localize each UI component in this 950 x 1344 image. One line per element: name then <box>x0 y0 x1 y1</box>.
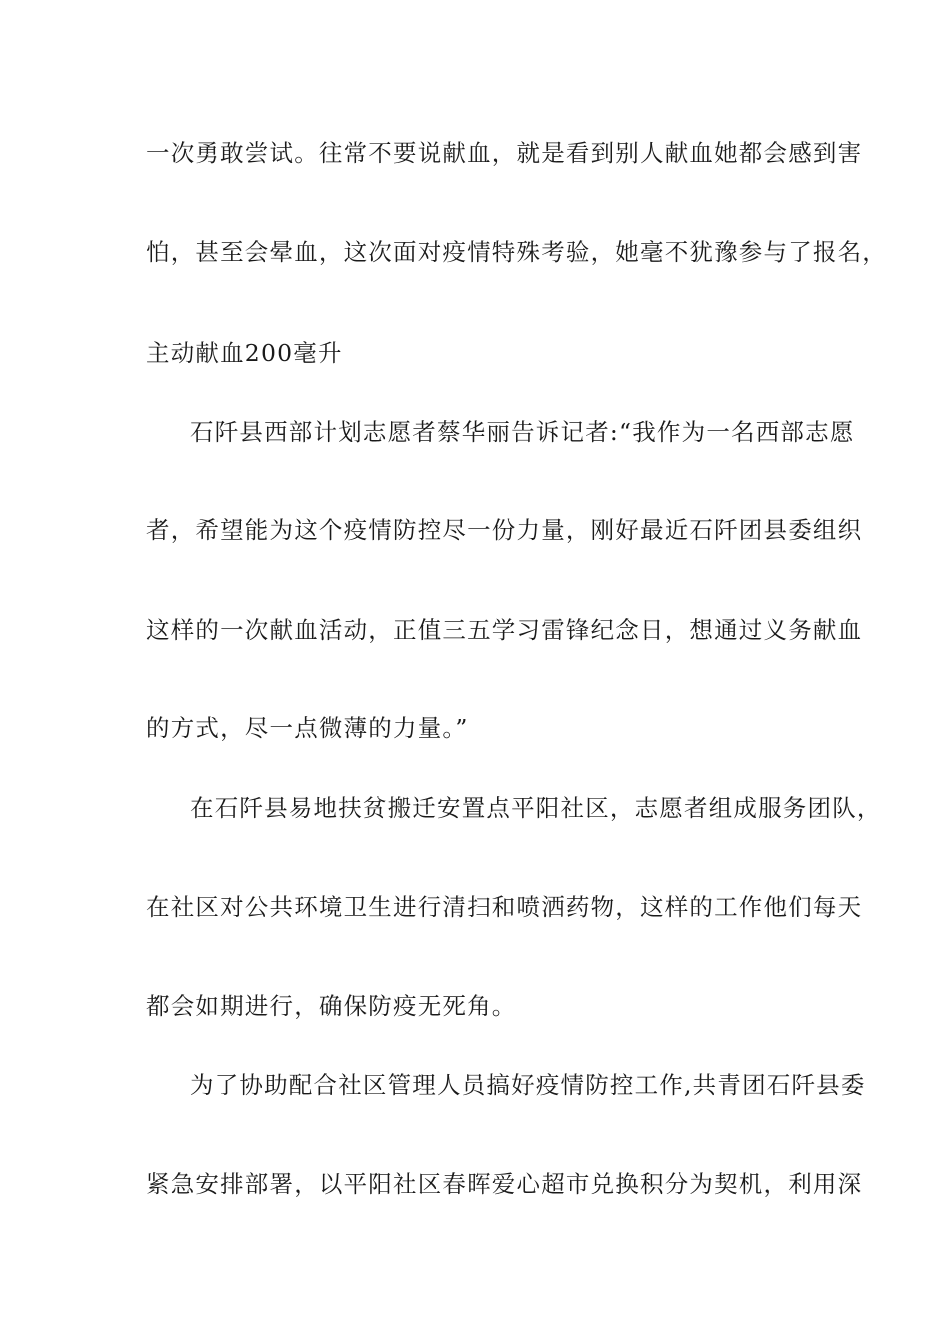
text-line: 这样的一次献血活动，正值三五学习雷锋纪念日，想通过义务献血 <box>146 616 863 644</box>
text-line: 为了协助配合社区管理人员搞好疫情防控工作,共青团石阡县委 <box>190 1071 866 1099</box>
text-line: 都会如期进行，确保防疫无死角。 <box>146 992 517 1020</box>
text-line: 紧急安排部署，以平阳社区春晖爱心超市兑换积分为契机，利用深 <box>146 1170 863 1198</box>
text-line: 石阡县西部计划志愿者蔡华丽告诉记者:“我作为一名西部志愿 <box>190 418 855 446</box>
text-line: 在社区对公共环境卫生进行清扫和喷洒药物，这样的工作他们每天 <box>146 893 863 921</box>
text-line: 一次勇敢尝试。往常不要说献血，就是看到别人献血她都会感到害 <box>146 139 863 167</box>
text-line: 者，希望能为这个疫情防控尽一份力量，刚好最近石阡团县委组织 <box>146 516 863 544</box>
text-line: 在石阡县易地扶贫搬迁安置点平阳社区，志愿者组成服务团队， <box>190 794 882 822</box>
text-line: 的方式，尽一点微薄的力量。” <box>146 714 469 742</box>
text-line: 主动献血200毫升 <box>146 339 343 367</box>
text-line: 怕，甚至会晕血，这次面对疫情特殊考验，她毫不犹豫参与了报名， <box>146 238 887 266</box>
